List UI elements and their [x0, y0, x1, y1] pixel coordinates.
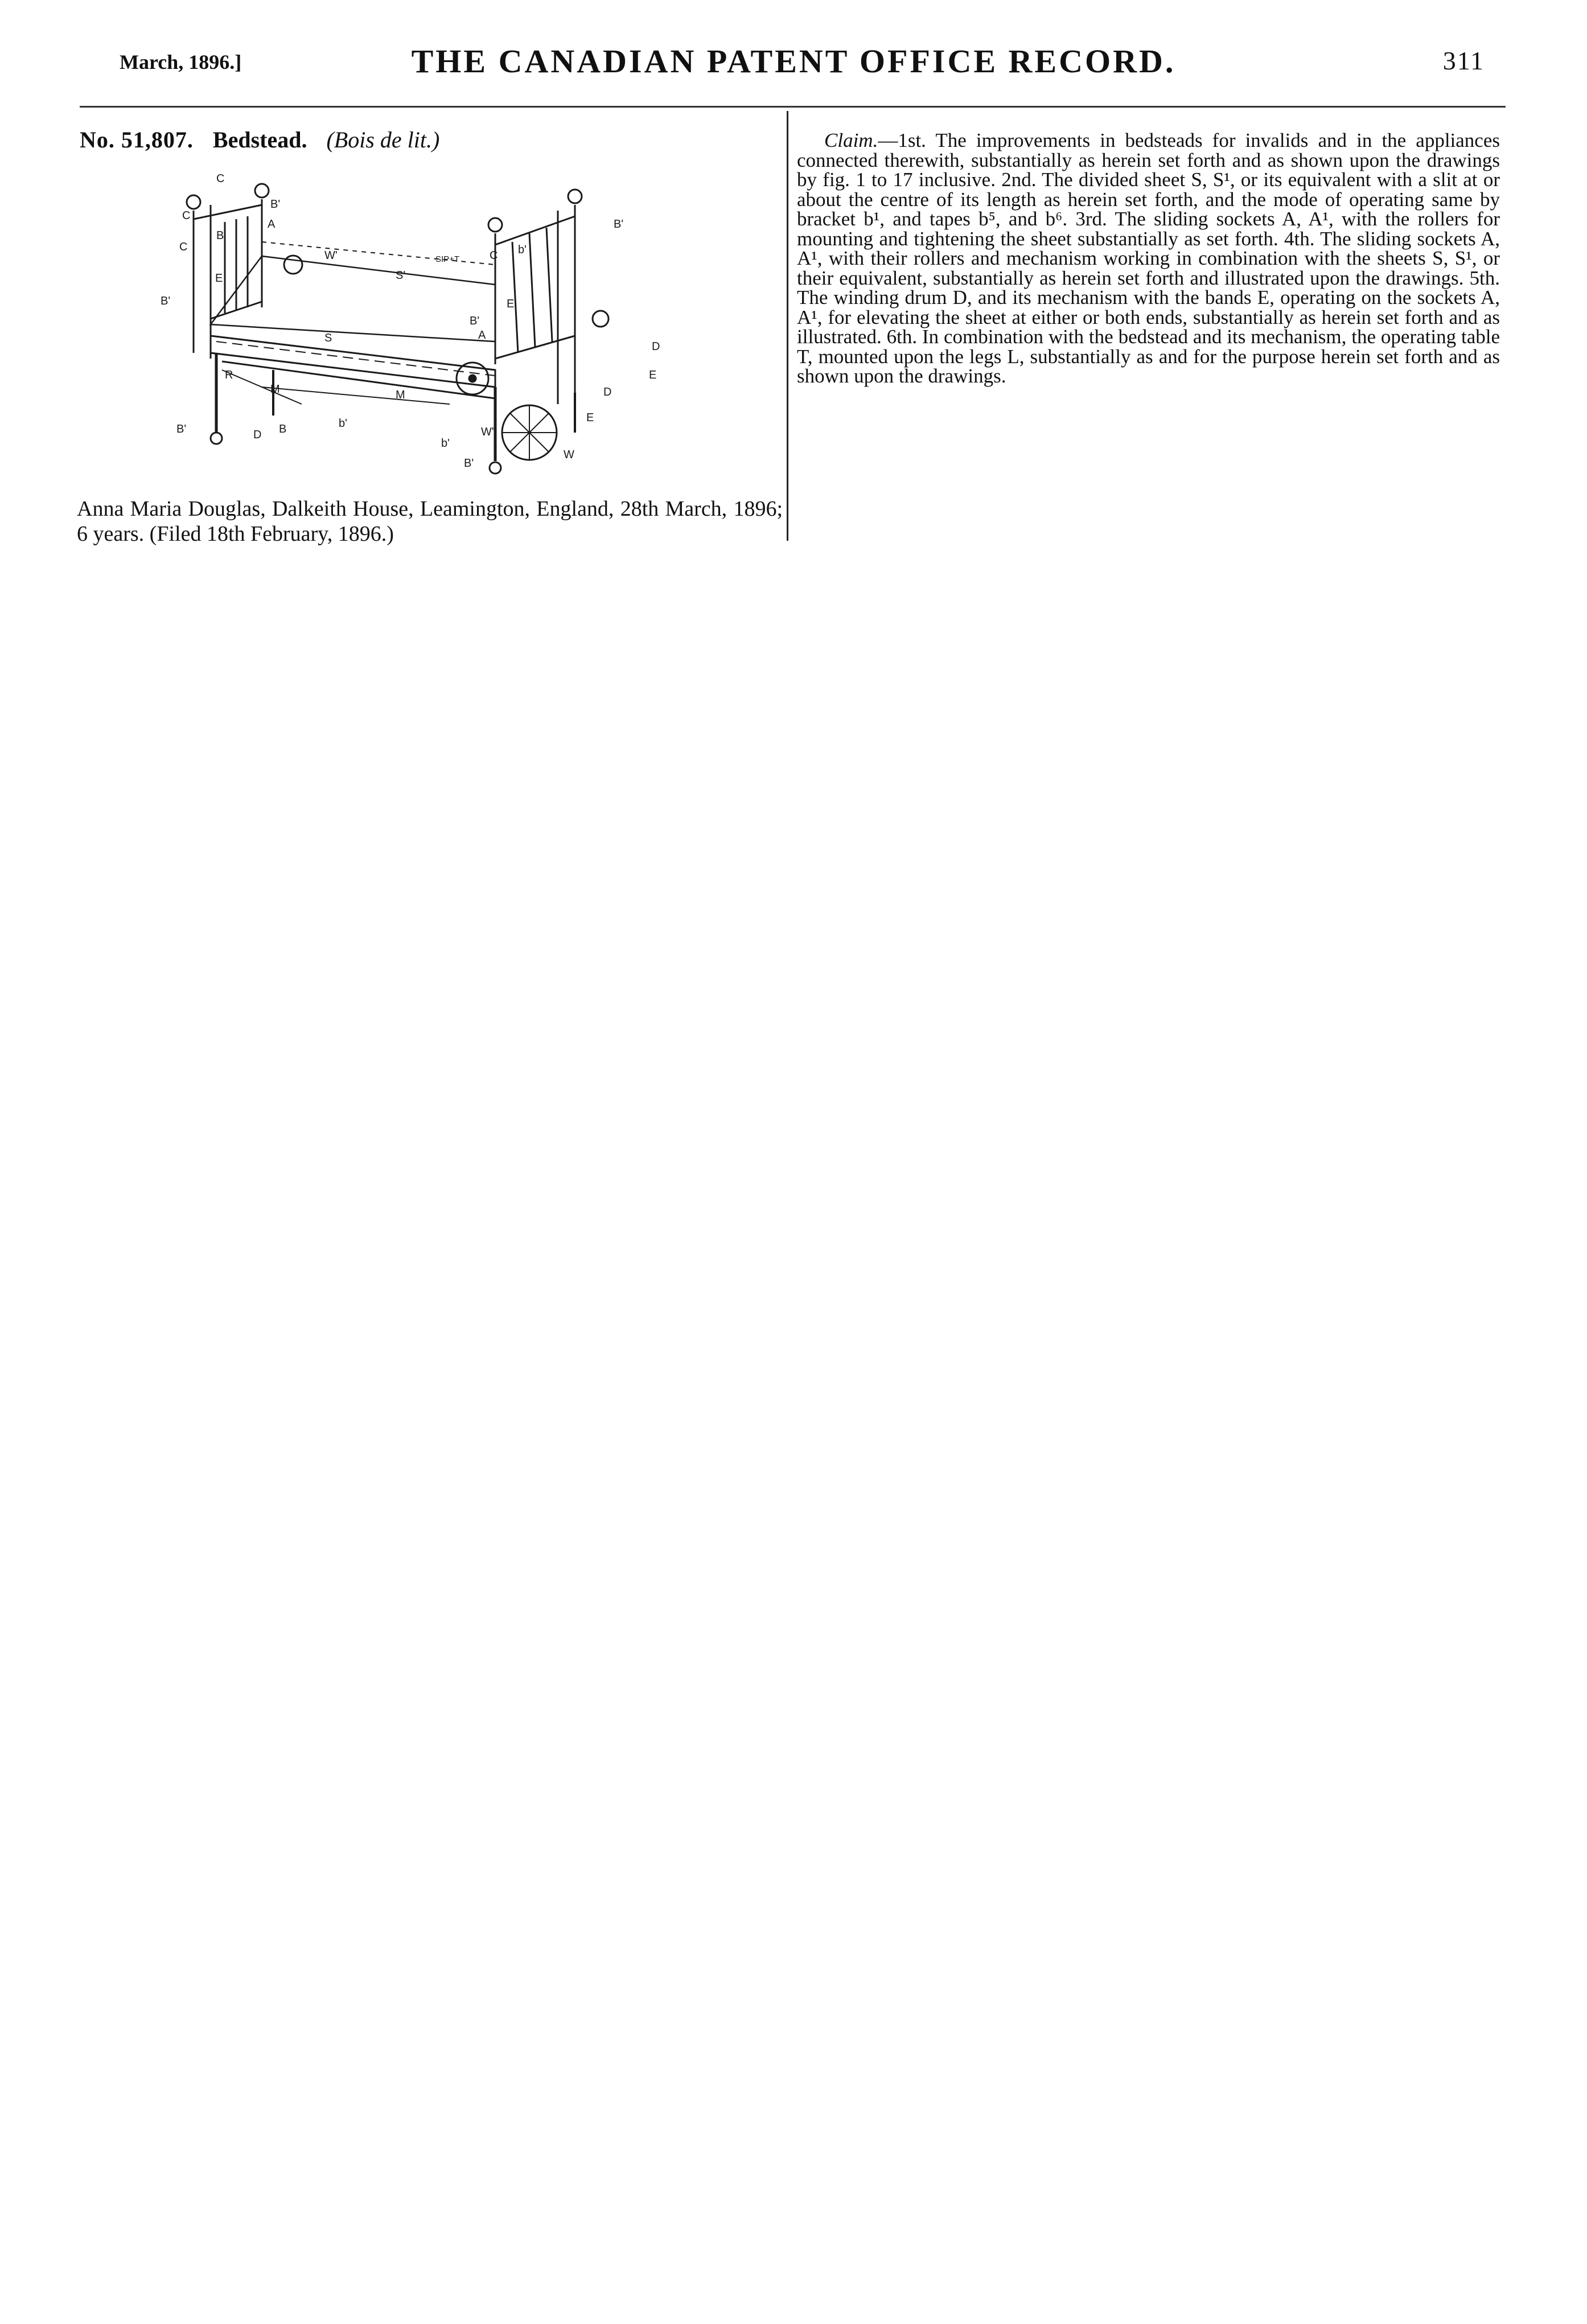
patent-heading	[80, 126, 774, 153]
fig-label: b'	[518, 244, 527, 256]
fig-label: D	[603, 386, 612, 398]
fig-label: B'	[470, 315, 480, 327]
right-frame-top	[495, 216, 575, 245]
fig-label: M	[396, 389, 405, 401]
fig-label: D	[253, 429, 262, 441]
patent-number: No. 51,807.	[80, 127, 194, 153]
page-title: THE CANADIAN PATENT OFFICE RECORD.	[411, 43, 1176, 80]
fig-label: B	[279, 423, 287, 435]
roller-right	[593, 311, 609, 327]
sheet-s	[211, 256, 495, 342]
header-rule	[80, 106, 1506, 108]
fig-label: B'	[464, 457, 474, 470]
fig-label: D	[652, 340, 660, 353]
fig-label: C	[179, 241, 188, 253]
inventor-details: Anna Maria Douglas, Dalkeith House, Leamington, England, 28th March, 1896; 6 years. (Filed 18th February, 1896.)	[77, 497, 783, 546]
fig-label: b'	[441, 437, 450, 450]
bedstead-drawing	[154, 165, 666, 495]
fig-label: R	[225, 369, 233, 381]
fig-label: S	[324, 332, 332, 344]
claims-label: Claim.	[824, 129, 878, 151]
fig-sheet-label: SIP+T	[435, 254, 460, 264]
header-date: March, 1896.]	[120, 51, 242, 73]
fig-label: B'	[270, 198, 281, 211]
fig-label: B	[216, 229, 224, 242]
claims-text	[797, 131, 1500, 386]
patent-title: Bedstead.	[212, 127, 307, 153]
fig-label: C	[216, 172, 225, 185]
fig-label: W'	[324, 249, 338, 262]
fig-label: W	[564, 449, 574, 461]
fig-label: S'	[396, 269, 406, 282]
fig-label: B'	[161, 295, 171, 307]
right-knob-front	[488, 218, 502, 232]
page-number: 311	[1442, 46, 1485, 75]
fig-label: W'	[481, 426, 494, 438]
fig-label: E	[507, 298, 515, 310]
fig-label: A	[268, 218, 276, 231]
left-frame-top	[194, 205, 262, 219]
fig-label: C	[490, 249, 498, 262]
fig-label: B'	[176, 423, 187, 435]
fig-label: E	[586, 412, 594, 424]
fig-label: B'	[614, 218, 624, 231]
claims-body: —1st. The improvements in bedsteads for invalids and in the appliances connected therewith, substantially as herein set forth and as shown upon the drawings by fig. 1 to 17 inclusive. 2nd. The divided sheet S, S¹, or its equivalent with a slit at or about the centre of its length as herein set forth, and the mode of operating same by bracket b¹, and tapes b⁵, and b⁶. 3rd. The sliding sockets A, A¹, with the rollers for mounting and tightening the sheet substantially as set forth. 4th. The sliding sockets A, A¹, with their rollers and mechanism working in combination with the sheets S, S¹, or their equivalent, substantially as herein set forth and illustrated upon the drawings. 5th. The winding drum D, and its mechanism with the bands E, operating on the sockets A, A¹, for elevating the sheet at either or both ends, substantially as herein set forth and as illustrated. 6th. In combination with the bedstead and its mechanism, the operating table T, mounted upon the legs L, substantially as and for the purpose herein set forth and as shown upon the drawings.	[797, 129, 1500, 387]
roller-left	[284, 256, 302, 274]
left-knob	[187, 195, 200, 209]
fig-label: E	[649, 369, 657, 381]
fig-label: b'	[339, 417, 347, 430]
column-divider	[787, 111, 788, 541]
fig-label: E	[215, 272, 223, 285]
fig-label: A	[478, 329, 486, 342]
fig-label: M	[270, 383, 280, 396]
left-knob-back	[255, 184, 269, 198]
patent-french-title: (Bois de lit.)	[326, 127, 440, 153]
fig-label: C	[182, 209, 191, 222]
right-knob	[568, 190, 582, 203]
